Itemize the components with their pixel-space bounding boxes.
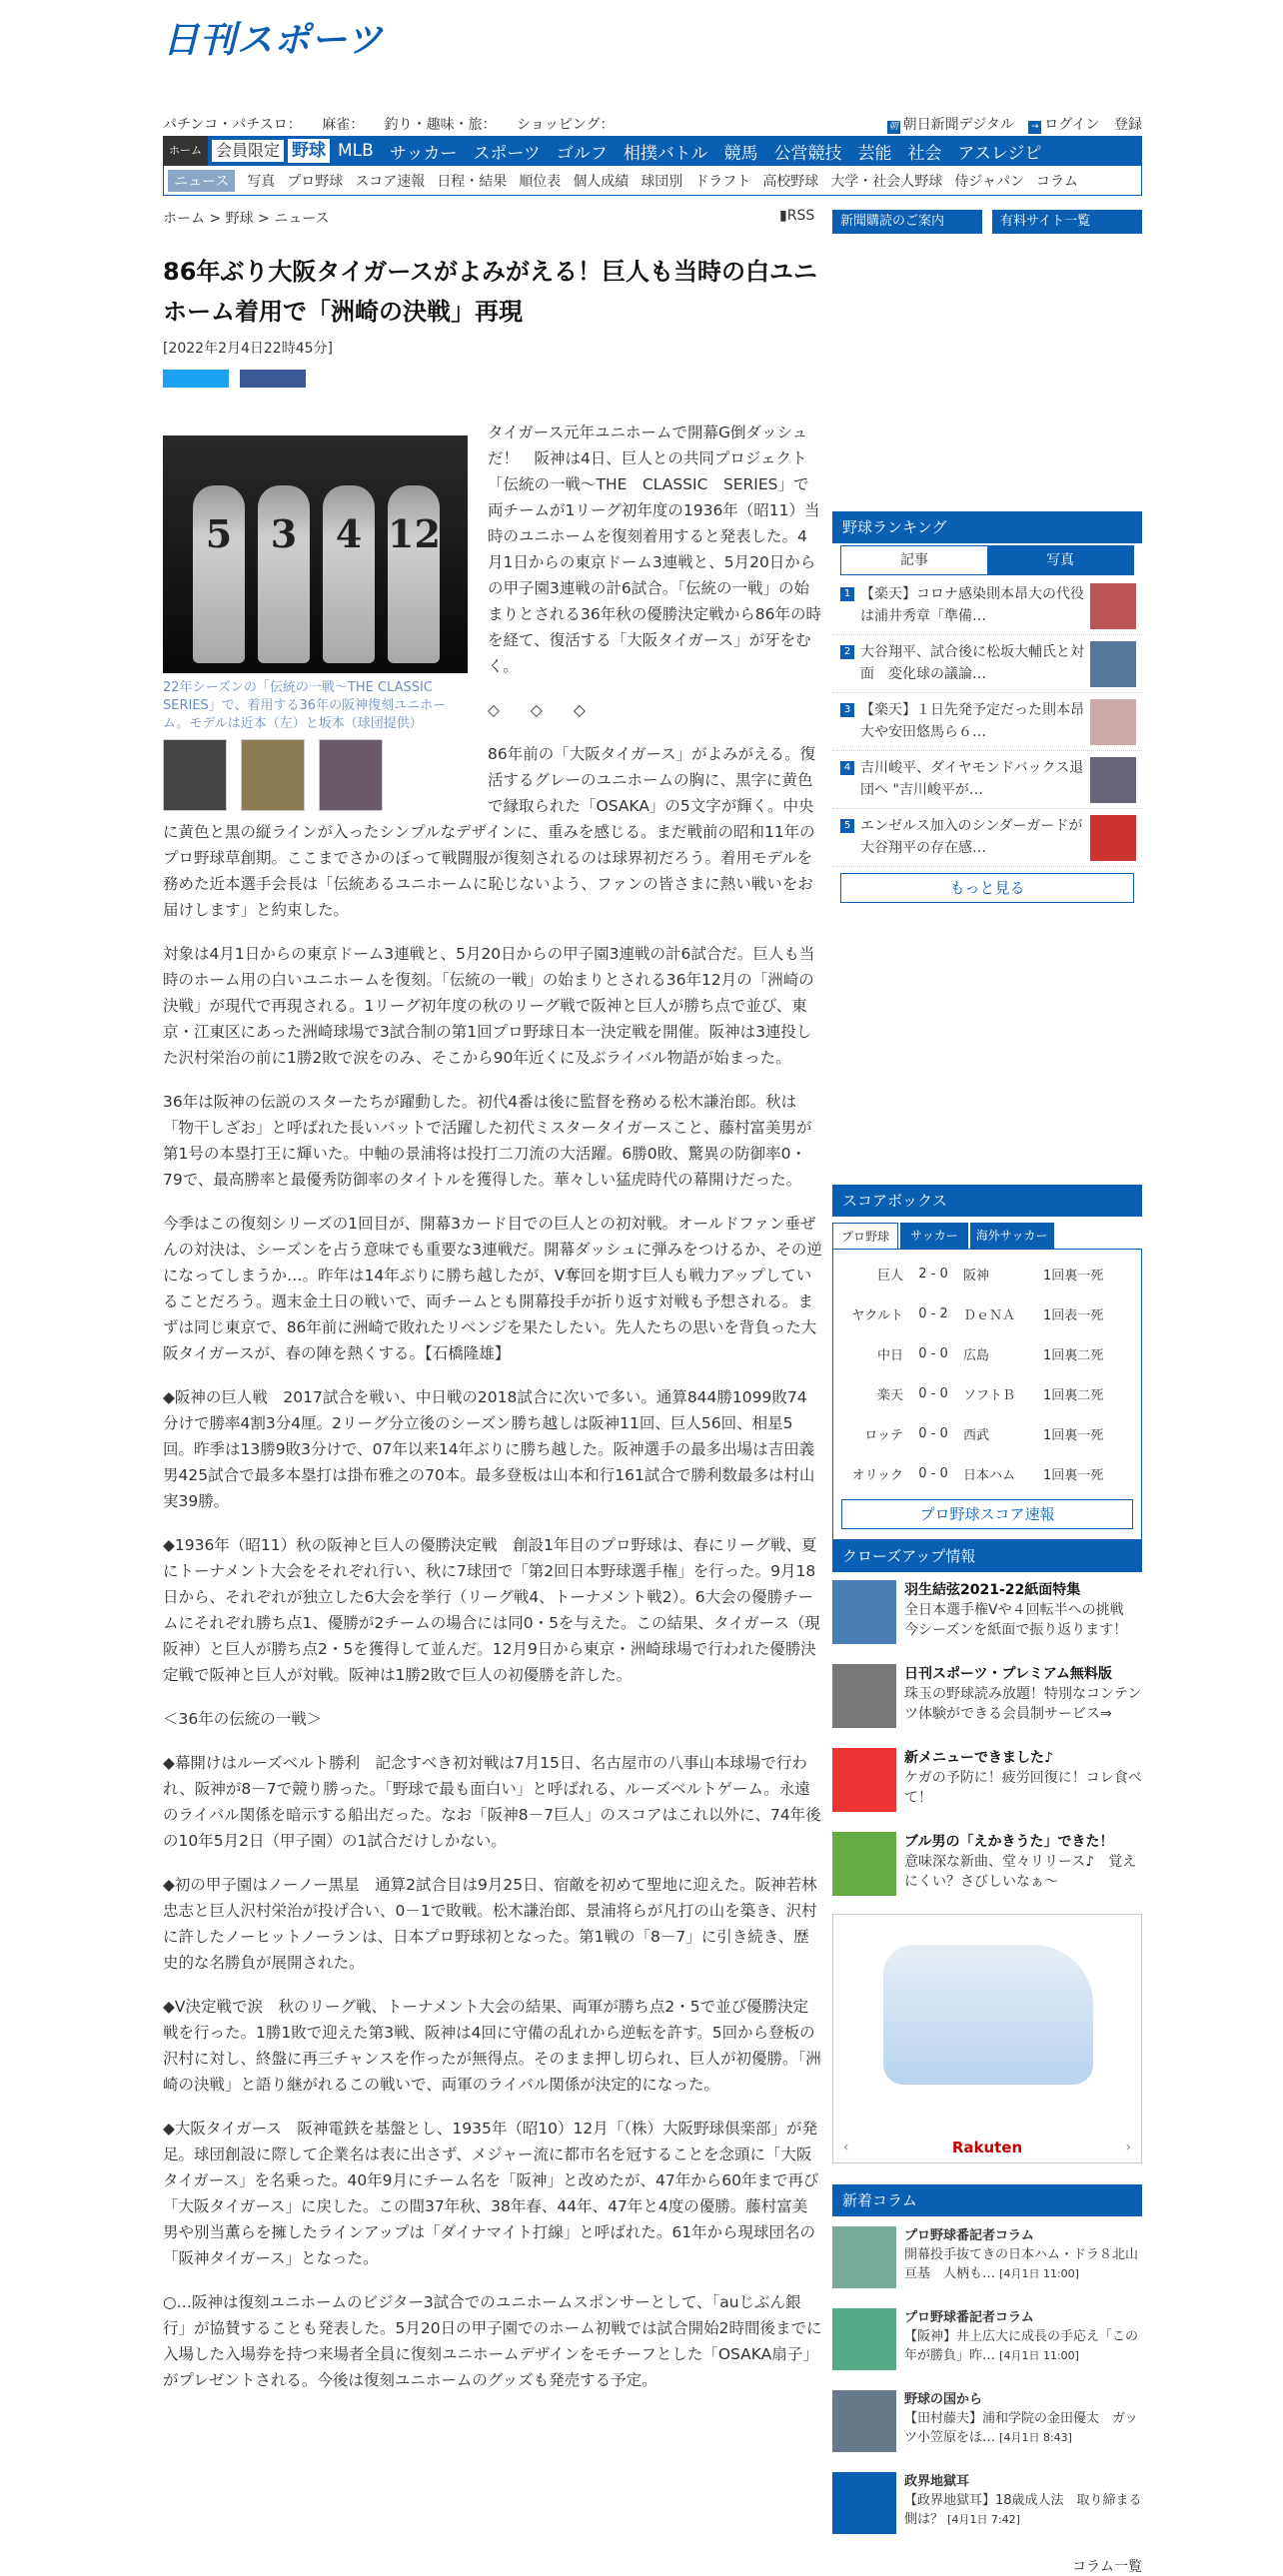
nav-baseball[interactable]: 野球 xyxy=(288,139,330,163)
paid-sites-button[interactable]: 有料サイト一覧 xyxy=(992,210,1142,234)
nav-item[interactable]: MLB xyxy=(338,141,374,161)
score-row[interactable]: ヤクルト 0 - 2 ＤｅＮＡ 1回表一死 xyxy=(851,1305,1104,1323)
asahi-link[interactable]: 朝 朝日新聞デジタル xyxy=(888,117,1014,133)
subnav-item[interactable]: コラム xyxy=(1036,173,1078,190)
subnav-item[interactable]: ドラフト xyxy=(694,173,751,190)
ad-prev-icon[interactable]: ‹ xyxy=(843,2140,849,2155)
player-figure: 3 xyxy=(258,485,310,663)
score-row[interactable]: 中日 0 - 0 広島 1回裏二死 xyxy=(876,1345,1104,1363)
paragraph: 今季はこの復刻シリーズの1回目が、開幕3カード目での巨人との初対戦。オールドファン垂ぜんの対決は、シーズンを占う意味でも重要な3連戦だ。開幕ダッシュに弾みをつけるか、その逆になってしまうか…。昨年は14年ぶりに勝ち越したが、V奪回を期す巨人も戦力アップしていることだろう。週末金土日の戦いで、両チームとも開幕投手が折り返す対戦も予想される。まずは同じ東京で、86年前に洲崎で敗れたリベンジを果たしたい。先人たちの思いを背負った大阪タイガースが、春の陣を熱くする。【石橋隆雄】 xyxy=(163,1215,822,1362)
ranking-thumbnail xyxy=(1090,815,1136,861)
player-figure: 5 xyxy=(193,485,245,663)
subnav-item[interactable]: 侍ジャパン xyxy=(954,173,1025,190)
tab-photos[interactable]: 写真 xyxy=(987,546,1133,574)
column-thumbnail xyxy=(832,2390,896,2452)
top-link[interactable]: パチンコ・パチスロ： xyxy=(163,117,302,133)
top-link[interactable]: 釣り・趣味・旅： xyxy=(384,117,497,133)
score-row[interactable]: 楽天 0 - 0 ソフトＢ 1回裏二死 xyxy=(876,1385,1104,1403)
scorebox-title: スコアボックス xyxy=(832,1185,1142,1217)
subnav-item[interactable]: スコア速報 xyxy=(355,173,426,190)
top-link[interactable]: ショッピング： xyxy=(517,117,615,133)
new-badge-icon xyxy=(832,1748,896,1812)
nav-item[interactable]: スポーツ xyxy=(473,143,541,164)
tab-soccer[interactable]: サッカー xyxy=(900,1223,968,1249)
ad-next-icon[interactable]: › xyxy=(1125,2140,1131,2155)
player-figure: 4 xyxy=(323,485,375,663)
paragraph: 86年前の「大阪タイガース」がよみがえる。復活するグレーのユニホームの胸に、黒字に黄色で縁取られた「OSAKA」の5文字が輝く。中央に黄色と黒の縦ラインが入ったシンプルなデザインに、重みを感じる。まだ戦前の昭和11年のプロ野球草創期。ここまでさかのぼって戦闘服が復刻されるのは球界初だろう。着用モデルを務めた近本選手会長は「伝統あるユニホームに恥じないよう、ファンの皆さまに熱い戦いをお届けします」と約束した。 xyxy=(163,745,816,919)
photo-spacer xyxy=(163,420,488,819)
scorebox-tabs xyxy=(832,1223,1142,1250)
ranking-item[interactable]: 3 【楽天】１日先発予定だった則本昂大や安田悠馬ら６… xyxy=(832,693,1142,751)
ranking-thumbnail xyxy=(1090,583,1136,629)
nav-item[interactable]: ゴルフ xyxy=(556,143,608,164)
player-figure: 12 xyxy=(388,485,440,663)
column-box xyxy=(832,2184,1142,2576)
ranking-thumbnail xyxy=(1090,699,1136,745)
closeup-thumbnail xyxy=(832,1580,896,1644)
column-item[interactable]: 政界地獄耳 【政界地獄耳】18歳成人法 取り締まる側は？ [4月1日 7:42] xyxy=(832,2472,1142,2544)
tab-articles[interactable]: 記事 xyxy=(841,546,987,574)
asahi-icon: 朝 xyxy=(888,122,898,132)
column-thumbnail xyxy=(832,2472,896,2534)
ranking-thumbnail xyxy=(1090,757,1136,803)
register-link[interactable]: 登録 xyxy=(1114,117,1142,133)
column-item[interactable]: 野球の国から 【田村藤夫】浦和学院の金田優太 ガッツ小笠原をほ… [4月1日 8:43] xyxy=(832,2390,1142,2462)
ranking-tabs xyxy=(840,545,1134,575)
ranking-thumbnail xyxy=(1090,641,1136,687)
ranking-item[interactable]: 2 大谷翔平、試合後に松坂大輔氏と対面 変化球の議論… xyxy=(832,635,1142,693)
subnav-item[interactable]: 高校野球 xyxy=(762,173,819,190)
column-thumbnail xyxy=(832,2308,896,2370)
nav-item[interactable]: アスレジピ xyxy=(957,143,1042,164)
closeup-title: クローズアップ情報 xyxy=(832,1540,1142,1572)
subscribe-button[interactable]: 新聞購読のご案内 xyxy=(832,210,982,234)
scorebox xyxy=(832,1185,1142,1540)
nav-item[interactable]: 芸能 xyxy=(857,143,892,164)
rakuten-logo: Rakuten xyxy=(951,2139,1023,2156)
column-thumbnail xyxy=(832,2226,896,2288)
nav-item[interactable]: 競馬 xyxy=(723,143,758,164)
separator: ◇ ◇ ◇ xyxy=(488,701,586,719)
column-item[interactable]: プロ野球番記者コラム 【阪神】井上広大に成長の手応え「この年が勝負」昨… [4月1日 11:00] xyxy=(832,2308,1142,2380)
sneaker-image xyxy=(883,1945,1093,2085)
paragraph: タイガース元年ユニホームで開幕G倒ダッシュだ！ 阪神は4日、巨人との共同プロジェクト「伝統の一戦～THE CLASSIC SERIES」で両チームが1リーグ初年度の1936年（昭11）当時のユニホームを復刻着用すると発表した。4月1日からの東京ドーム3連戦と、5月20日からの甲子園3連戦の計6試合。「伝統の一戦」の始まりとされる36年秋の優勝決定戦から86年の時を経て、復活する「大阪タイガース」が牙をむく。 xyxy=(488,424,821,675)
global-nav xyxy=(163,136,1142,166)
nav-home[interactable]: ホーム xyxy=(163,136,208,166)
paragraph: 対象は4月1日からの東京ドーム3連戦と、5月20日からの甲子園3連戦の計6試合だ。巨人も当時のホーム用の白いユニホームを復刻。「伝統の一戦」の始まりとされる36年12月の「洲崎の決戦」が現代で再現される。1リーグ初年度の秋のリーグ戦で阪神と巨人が勝ち点で並び、東京・江東区にあった洲崎球場で3試合制の第1回プロ野球日本一決定戦を開催。阪神は3連投した沢村栄治の前に1勝2敗で涙をのみ、そこから90年近くに及ぶライバル物語が始まった。 xyxy=(163,945,815,1067)
ranking-title: 野球ランキング xyxy=(832,511,1142,543)
twitter-share-button[interactable] xyxy=(163,370,229,388)
score-speed-link[interactable]: プロ野球スコア速報 xyxy=(841,1499,1133,1529)
nav-item[interactable]: サッカー xyxy=(389,143,458,164)
ranking-item[interactable]: 1 【楽天】コロナ感染則本昂大の代役は浦井秀章「準備… xyxy=(832,577,1142,635)
tab-pro-baseball[interactable]: プロ野球 xyxy=(832,1223,898,1249)
ranking-more-button[interactable]: もっと見る xyxy=(840,873,1134,903)
column-title: 新着コラム xyxy=(832,2184,1142,2216)
site-logo[interactable]: 日刊スポーツ xyxy=(163,20,384,61)
closeup-item[interactable]: ブル男の「えかきうた」できた！ 意味深な新曲、堂々リリース♪ 覚えにくい？さびしいなぁ～ xyxy=(832,1832,1142,1908)
subnav-item[interactable]: 写真 xyxy=(247,173,276,190)
nav-item[interactable]: 社会 xyxy=(907,143,942,164)
article-body xyxy=(163,420,822,2411)
paragraph: 36年は阪神の伝説のスターたちが躍動した。初代4番は後に監督を務める松木謙治郎。秋は「物干しざお」と呼ばれた長いバットで活躍した初代ミスタータイガースこと、藤村富美男が第1号の本塁打王に輝いた。中軸の景浦将は投打二刀流の大活躍。6勝0敗、驚異の防御率0・79で、最高勝率と最優秀防御率のタイトルを獲得した。華々しい猛虎時代の幕開けだった。 xyxy=(163,1093,812,1189)
top-links xyxy=(163,114,1142,136)
tab-world-soccer[interactable]: 海外サッカー xyxy=(970,1223,1054,1249)
paragraph: ◆幕開けはルーズベルト勝利 記念すべき初対戦は7月15日、名古屋市の八事山本球場で行われ、阪神が8－7で競り勝った。「野球で最も面白い」と呼ばれる、ルーズベルトゲーム。永遠のライバル関係を暗示する船出だった。なお「阪神8－7巨人」のスコアはこれ以外に、74年後の10年5月2日（甲子園）の1試合だけしかない。 xyxy=(163,1754,821,1850)
ranking-item[interactable]: 5 エンゼルス加入のシンダーガードが大谷翔平の存在感… xyxy=(832,809,1142,867)
subnav-news[interactable]: ニュース xyxy=(168,170,235,192)
subnav-item[interactable]: 球団別 xyxy=(641,173,683,190)
subnav-item[interactable]: 大学・社会人野球 xyxy=(830,173,943,190)
closeup-thumbnail xyxy=(832,1664,896,1728)
top-link[interactable]: 麻雀： xyxy=(322,117,365,133)
facebook-share-button[interactable] xyxy=(240,370,306,388)
closeup-item[interactable]: 羽生結弦2021-22紙面特集 全日本選手権Vや４回転半への挑戦 今シーズンを紙面で振り返ります！ xyxy=(832,1580,1142,1656)
page-title: 86年ぶり大阪タイガースがよみがえる！巨人も当時の白ユニホーム着用で「洲崎の決戦」再現 xyxy=(163,258,817,326)
paragraph: ＜36年の伝統の一戦＞ xyxy=(163,1710,323,1728)
nav-item[interactable]: 公営競技 xyxy=(773,143,842,164)
article-date: [2022年2月4日22時45分] xyxy=(163,341,333,357)
closeup-box xyxy=(832,1540,1142,2163)
ranking-item[interactable]: 4 吉川峻平、ダイヤモンドバックス退団へ "吉川峻平が… xyxy=(832,751,1142,809)
paragraph: ◆1936年（昭11）秋の阪神と巨人の優勝決定戦 創設1年目のプロ野球は、春にリーグ戦、夏にトーナメント大会をそれぞれ行い、秋に7球団で「第2回日本野球選手権」を行った。9月18日から、それぞれが独立した6大会を挙行（リーグ戦4、トーナメント戦2）。6大会の優勝チームにそれぞれ勝ち点1、優勝が2チームの場合には同0・5を与えた。この結果、タイガース（現阪神）と巨人が勝ち点2・5を獲得して並んだ。12月9日から東京・洲崎球場で行われた優勝決定戦で阪神と巨人が対戦。阪神は1勝2敗で巨人の初優勝を許した。 xyxy=(163,1536,820,1684)
paragraph: ○…阪神は復刻ユニホームのビジター3試合でのユニホームスポンサーとして、「auじぶん銀行」が協賛することも発表した。5月20日の甲子園でのホーム初戦では試合開始2時間後までに入場した入場券を持つ来場者全員に復刻ユニホームデザインをモチーフとした「OSAKA扇子」がプレゼントされる。今後は復刻ユニホームのグッズも発売する予定。 xyxy=(163,2293,822,2389)
score-row[interactable]: オリック 0 - 0 日本ハム 1回裏一死 xyxy=(851,1465,1104,1483)
paragraph: ◆大阪タイガース 阪神電鉄を基盤とし、1935年（昭10）12月「（株）大阪野球倶楽部」が発足。球団創設に際して企業名は表に出さず、メジャー流に都市名を冠することを念頭に「大阪タイガース」を名乗った。40年9月にチーム名を「阪神」と改めたが、47年から60年まで再び「大阪タイガース」に戻した。この間37年秋、38年春、44年、47年と4度の優勝。藤村富美男や別当薫らを擁したラインアップは「ダイナマイト打線」と呼ばれた。61年から現球団名の「阪神タイガース」となった。 xyxy=(163,2120,819,2267)
subnav-item[interactable]: 順位表 xyxy=(519,173,562,190)
rss-link[interactable]: ▮RSS xyxy=(779,208,815,224)
rakuten-ad[interactable] xyxy=(832,1914,1142,2163)
nav-member[interactable]: 会員限定 xyxy=(212,140,284,162)
ranking-box xyxy=(832,511,1142,909)
bulldog-icon xyxy=(832,1832,896,1896)
paragraph: ◆阪神の巨人戦 2017試合を戦い、中日戦の2018試合に次いで多い。通算844勝1099敗74分けで勝率4割3分4厘。2リーグ分立後のシーズン勝ち越しは阪神11回、巨人56回、相星5回。昨季は13勝9敗3分けで、07年以来14年ぶりに勝ち越した。阪神選手の最多出場は吉田義男425試合で最多本塁打は掛布雅之の70本。最多登板は山本和行161試合で勝利数最多は村山実39勝。 xyxy=(163,1388,815,1510)
score-row[interactable]: ロッテ 0 - 0 西武 1回裏一死 xyxy=(864,1425,1104,1443)
paragraph: ◆初の甲子園はノーノー黒星 通算2試合目は9月25日、宿敵を初めて聖地に迎えた。阪神若林忠志と巨人沢村栄治が投げ合い、0－1で敗戦。松木謙治郎、景浦将らが凡打の山を築き、沢村に許したノーヒットノーランは、日本プロ野球初となった。第1戦の「8－7」に引き続き、歴史的な名勝負が展開された。 xyxy=(163,1876,817,1972)
sub-nav xyxy=(163,166,1142,196)
rss-icon: ▮ xyxy=(779,208,787,224)
column-list-link[interactable]: コラム一覧 xyxy=(1072,2559,1142,2575)
nav-item[interactable]: 相撲バトル xyxy=(623,143,708,164)
login-link[interactable]: → ログイン xyxy=(1028,117,1099,133)
breadcrumb[interactable]: ホーム > 野球 > ニュース xyxy=(163,211,330,227)
subnav-item[interactable]: 日程・結果 xyxy=(437,173,508,190)
column-item[interactable]: プロ野球番記者コラム 開幕投手抜てきの日本ハム・ドラ８北山亘基 人柄も… [4月1日 11:00] xyxy=(832,2226,1142,2298)
login-icon: → xyxy=(1028,121,1041,134)
subnav-item[interactable]: プロ野球 xyxy=(287,173,344,190)
closeup-item[interactable]: 日刊スポーツ・プレミアム無料版 珠玉の野球読み放題！特別なコンテンツ体験ができる会員制サービス⇒ xyxy=(832,1664,1142,1740)
closeup-item[interactable]: 新メニューできました♪ ケガの予防に！疲労回復に！コレ食べて！ xyxy=(832,1748,1142,1824)
paragraph: ◆V決定戦で涙 秋のリーグ戦、トーナメント大会の結果、両軍が勝ち点2・5で並び優勝決定戦を行った。1勝1敗で迎えた第3戦、阪神は4回に守備の乱れから逆転を許す。5回から登板の沢村に対し、終盤に再三チャンスを作ったが無得点。そのまま押し切られ、巨人が初優勝。「洲崎の決戦」と語り継がれるこの戦いで、両軍のライバル関係が決定的になった。 xyxy=(163,1998,821,2094)
photo-caption: 22年シーズンの「伝統の一戦～THE CLASSIC SERIES」で、着用する36年の阪神復刻ユニホーム。モデルは近本（左）と坂本（球団提供） xyxy=(163,680,447,731)
score-row[interactable]: 巨人 2 - 0 阪神 1回裏一死 xyxy=(876,1266,1104,1284)
subnav-item[interactable]: 個人成績 xyxy=(573,173,630,190)
